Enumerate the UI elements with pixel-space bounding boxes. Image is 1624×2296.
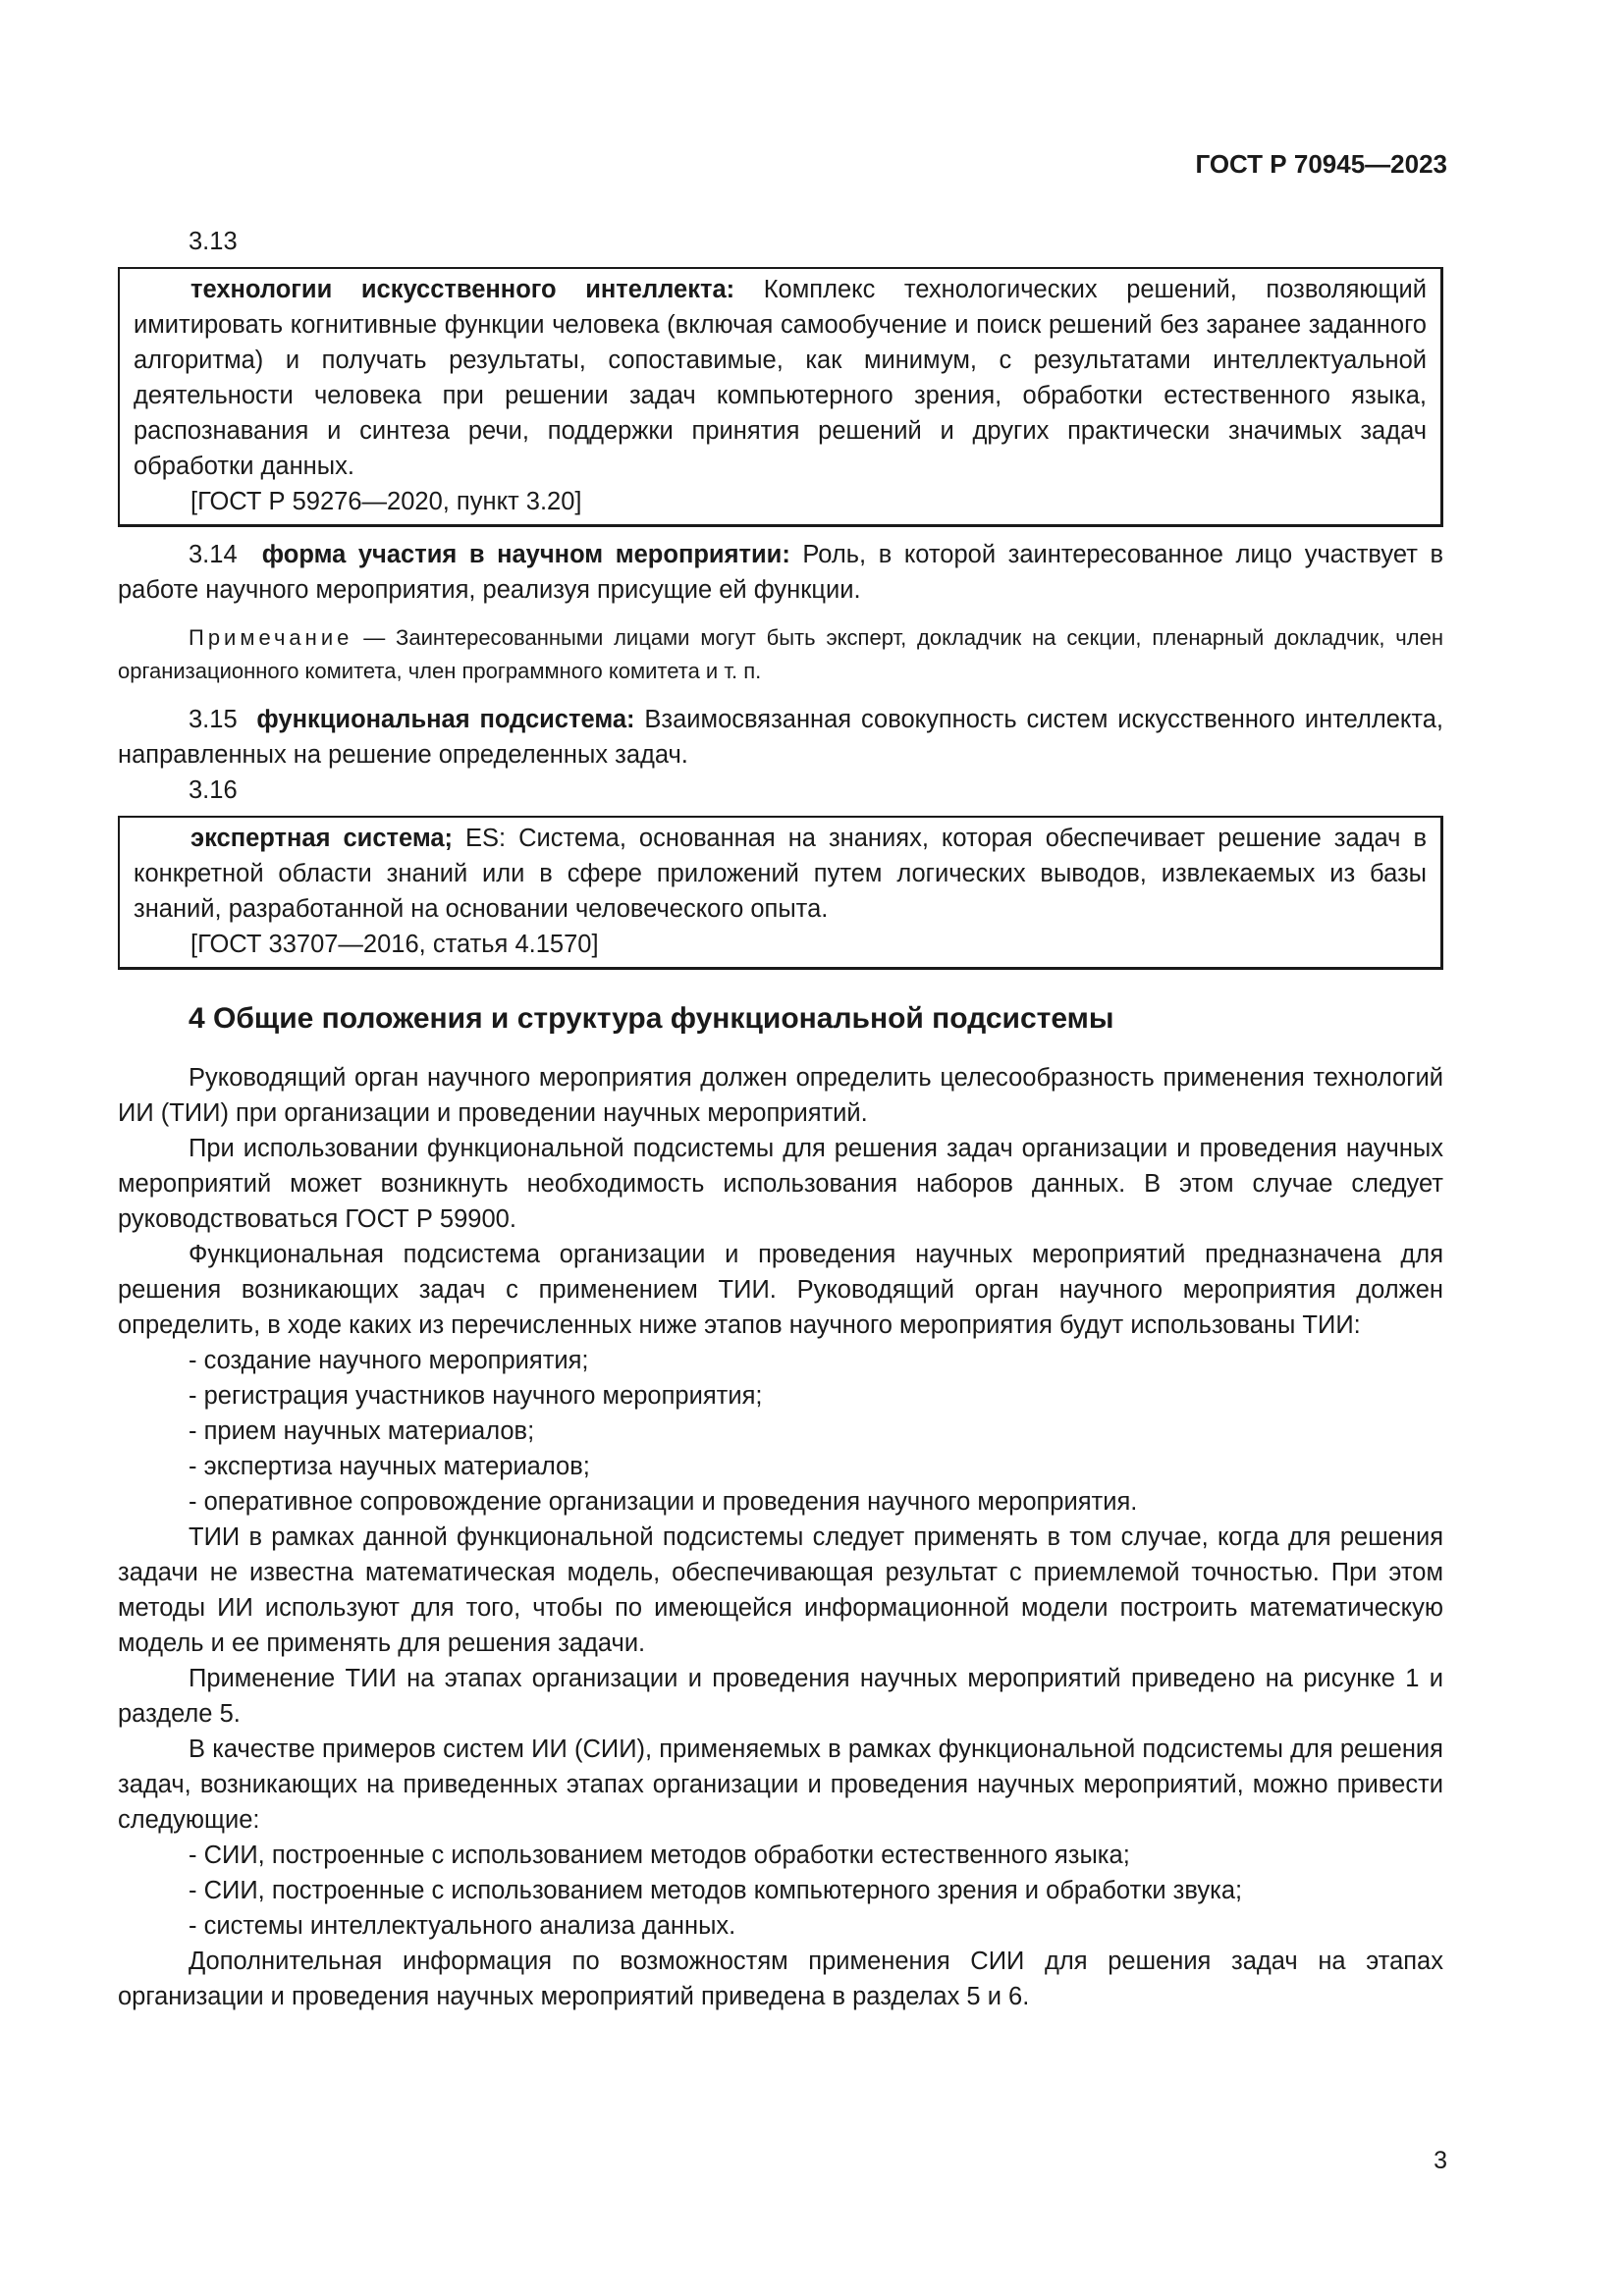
section-4-p3: Функциональная подсистема организации и проведения научных мероприятий предназначена для решения возникающих задач с применением ТИИ. Руководящий орган научного мероприятия должен определить, в ходе каких из перечисленных ниже этапов научного мероприятия будут использованы ТИИ:: [118, 1241, 1443, 1339]
section-4-p4: ТИИ в рамках данной функциональной подсистемы следует применять в том случае, когда для решения задачи не известна математическая модель, обеспечивающая результат с приемлемой точностью. При этом методы ИИ используют для того, чтобы по имеющейся информационной модели построить математическую модель и ее применять для решения задачи.: [118, 1523, 1443, 1657]
term-3-13-text: [134, 272, 1427, 484]
list-item: - СИИ, построенные с использованием методов компьютерного зрения и обработки звука;: [189, 1877, 1243, 1904]
section-4-p1: Руководящий орган научного мероприятия должен определить целесообразность применения технологий ИИ (ТИИ) при организации и проведении научных мероприятий.: [118, 1064, 1443, 1127]
section-4-title: 4 Общие положения и структура функциональной подсистемы: [189, 1002, 1114, 1035]
term-3-16-source: [ГОСТ 33707—2016, статья 4.1570]: [190, 931, 599, 958]
section-4-p6: В качестве примеров систем ИИ (СИИ), применяемых в рамках функциональной подсистемы для решения задач, возникающих на приведенных этапах организации и проведения научных мероприятий, можно привести следующие:: [118, 1735, 1443, 1834]
list-item: - регистрация участников научного мероприятия;: [189, 1382, 763, 1410]
term-3-16-box: [118, 816, 1443, 970]
term-3-13-term: технологии искусственного интеллекта:: [190, 276, 735, 303]
term-3-14-number: 3.14: [189, 541, 238, 568]
section-4-p7: Дополнительная информация по возможностям применения СИИ для решения задач на этапах организации и проведения научных мероприятий приведена в разделах 5 и 6.: [118, 1948, 1443, 2010]
section-4-p2: При использовании функциональной подсистемы для решения задач организации и проведения научных мероприятий может возникнуть необходимость использования наборов данных. В этом случае следует руководствоваться ГОСТ Р 59900.: [118, 1135, 1443, 1233]
list-item: - оперативное сопровождение организации и проведения научного мероприятия.: [189, 1488, 1138, 1516]
list-item: - экспертиза научных материалов;: [189, 1453, 590, 1480]
term-3-15-definition: Взаимосвязанная совокупность систем искусственного интеллекта, направленных на решение определенных задач.: [118, 706, 1443, 769]
note-3-14: [118, 621, 1443, 688]
term-3-13-source: [ГОСТ Р 59276—2020, пункт 3.20]: [190, 488, 582, 515]
term-3-15-text: [118, 702, 1443, 773]
term-3-14-term: форма участия в научном мероприятии:: [261, 541, 790, 568]
term-3-16-term: экспертная система;: [190, 825, 454, 852]
page-content: [118, 224, 1443, 2014]
term-3-14-definition: Роль, в которой заинтересованное лицо участвует в работе научного мероприятия, реализуя присущие ей функции.: [118, 541, 1443, 604]
term-3-13-number: 3.13: [189, 228, 238, 255]
page-number: 3: [1434, 2147, 1447, 2174]
section-4-p5: Применение ТИИ на этапах организации и проведения научных мероприятий приведено на рисунке 1 и разделе 5.: [118, 1665, 1443, 1728]
list-item: - системы интеллектуального анализа данных.: [189, 1912, 736, 1940]
list-item: - СИИ, построенные с использованием методов обработки естественного языка;: [189, 1842, 1130, 1869]
term-3-16-definition: ES: Система, основанная на знаниях, которая обеспечивает решение задач в конкретной области знаний или в сфере приложений путем логических выводов, извлекаемых из базы знаний, разработанной на основании человеческого опыта.: [134, 825, 1427, 923]
note-label: Примечание: [189, 625, 353, 650]
list-item: - прием научных материалов;: [189, 1417, 535, 1445]
term-3-13-box: [118, 267, 1443, 527]
term-3-16-text: [134, 821, 1427, 927]
term-3-16-number: 3.16: [189, 776, 238, 804]
document-id-header: ГОСТ Р 70945—2023: [1195, 149, 1447, 179]
term-3-13-definition: Комплекс технологических решений, позволяющий имитировать когнитивные функции человека (включая самообучение и поиск решений без заранее заданного алгоритма) и получать результаты, сопоставимые, как минимум, с результатами интеллектуальной деятельности человека при решении задач компьютерного зрения, обработки естественного языка, распознавания и синтеза речи, поддержки принятия решений и других практически значимых задач обработки данных.: [134, 276, 1427, 480]
term-3-15-term: функциональная подсистема:: [256, 706, 635, 733]
term-3-15-number: 3.15: [189, 706, 238, 733]
note-text: — Заинтересованными лицами могут быть эксперт, докладчик на секции, пленарный докладчик, член организационного комитета, член программного комитета и т. п.: [118, 625, 1443, 683]
term-3-14-text: [118, 537, 1443, 608]
list-item: - создание научного мероприятия;: [189, 1347, 589, 1374]
